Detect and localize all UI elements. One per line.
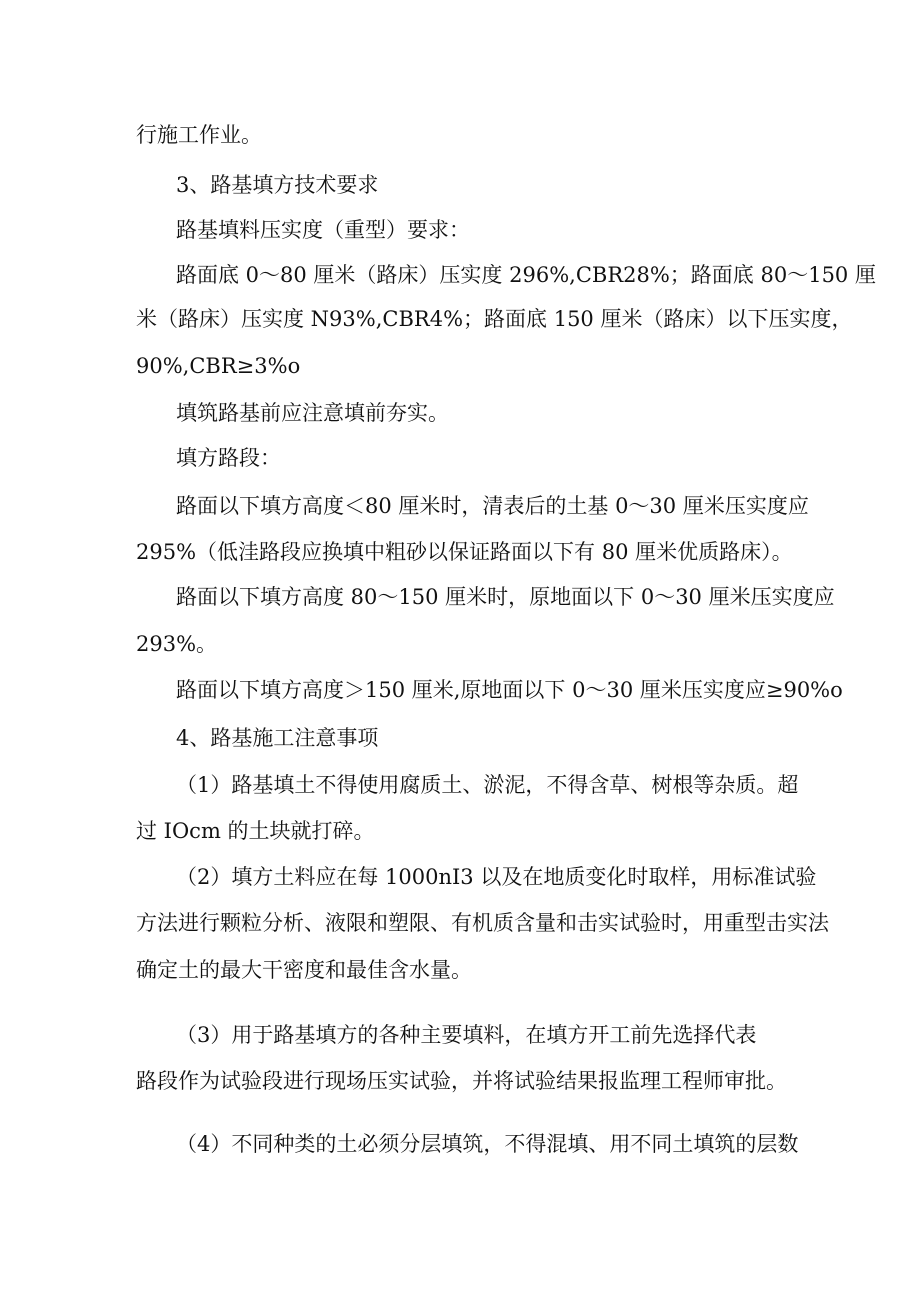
text-line: （3）用于路基填方的各种主要填料，在填方开工前先选择代表 — [176, 1023, 757, 1047]
text-line: 90%,CBR≥3%o — [136, 354, 301, 378]
text-line: 过 IOcm 的土块就打碎。 — [136, 819, 375, 843]
text-line: （1）路基填土不得使用腐质土、淤泥，不得含草、树根等杂质。超 — [176, 773, 799, 797]
text-line: 米（路床）压实度 N93%,CBR4%；路面底 150 厘米（路床）以下压实度， — [136, 307, 853, 331]
text-line: 确定土的最大干密度和最佳含水量。 — [136, 958, 472, 982]
text-line: 路面以下填方高度＞150 厘米,原地面以下 0～30 厘米压实度应≥90%o — [176, 678, 843, 702]
text-line: 路面以下填方高度＜80 厘米时，清表后的土基 0～30 厘米压实度应 — [176, 494, 809, 518]
text-line: 填筑路基前应注意填前夯实。 — [176, 401, 449, 425]
text-line: 路段作为试验段进行现场压实试验，并将试验结果报监理工程师审批。 — [136, 1069, 787, 1093]
text-line: 路面以下填方高度 80～150 厘米时，原地面以下 0～30 厘米压实度应 — [176, 585, 835, 609]
text-line: 行施工作业。 — [136, 123, 262, 147]
text-line: 293%。 — [136, 632, 218, 656]
text-line: 填方路段： — [176, 446, 281, 470]
section-heading: 3、路基填方技术要求 — [176, 173, 379, 197]
text-line: 路面底 0～80 厘米（路床）压实度 296%,CBR28%；路面底 80～150 厘 — [176, 263, 876, 287]
text-line: 295%（低洼路段应换填中粗砂以保证路面以下有 80 厘米优质路床）。 — [136, 540, 793, 564]
text-line: （4）不同种类的土必须分层填筑，不得混填、用不同土填筑的层数 — [176, 1132, 799, 1156]
text-line: （2）填方土料应在每 1000nI3 以及在地质变化时取样，用标准试验 — [176, 865, 817, 889]
section-heading: 4、路基施工注意事项 — [176, 726, 379, 750]
text-line: 路基填料压实度（重型）要求： — [176, 218, 470, 242]
text-line: 方法进行颗粒分析、液限和塑限、有机质含量和击实试验时，用重型击实法 — [136, 911, 829, 935]
